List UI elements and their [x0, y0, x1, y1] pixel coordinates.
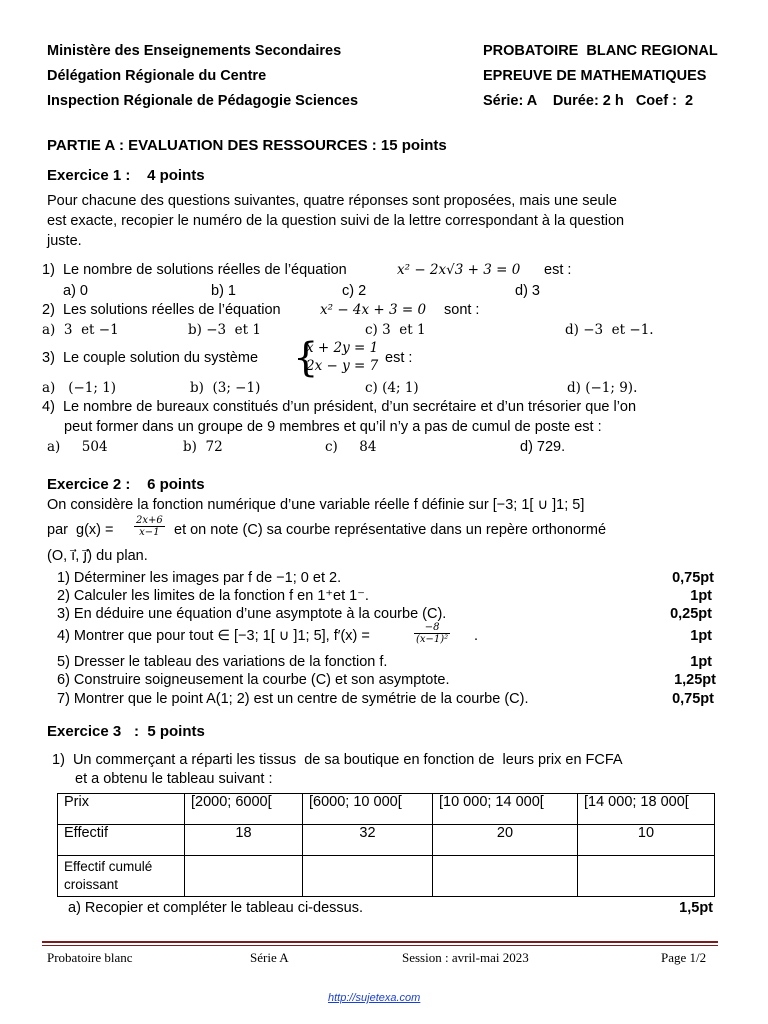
table-cell [433, 856, 578, 897]
cumulative-label-line1: Effectif cumulé [64, 859, 153, 874]
ex2-line2-start: par g(x) = [47, 522, 114, 538]
ex3-question-a-points: 1,5pt [679, 900, 713, 916]
ex2-item3-points: 0,25pt [670, 606, 712, 622]
q2-answer-d: d) −3 et −1. [565, 322, 654, 338]
table-cell: Prix [58, 794, 185, 825]
cumulative-label-line2: croissant [64, 877, 119, 892]
frequency-table [57, 793, 715, 897]
table-cell: 20 [433, 825, 578, 856]
table-cell: Effectif [58, 825, 185, 856]
q2-end: sont : [444, 302, 480, 318]
ex2-item1: 1) Déterminer les images par f de −1; 0 et 2. [57, 570, 342, 586]
table-cell: 10 [578, 825, 715, 856]
derivative-numerator: −8 [414, 622, 450, 634]
ex2-item5-points: 1pt [690, 654, 712, 670]
table-cell: [2000; 6000[ [185, 794, 303, 825]
ex3-q1-line2: et a obtenu le tableau suivant : [75, 771, 273, 787]
ex2-item7: 7) Montrer que le point A(1; 2) est un centre de symétrie de la courbe (C). [57, 691, 529, 707]
q3-answer-d: d) (−1; 9). [567, 380, 638, 396]
ex2-item3: 3) En déduire une équation d’une asymptote à la courbe (C). [57, 606, 447, 622]
g-fraction [134, 515, 165, 538]
ex2-item1-points: 0,75pt [672, 570, 714, 586]
q2-answer-b: b) −3 et 1 [188, 322, 261, 338]
table-row [58, 794, 715, 825]
table-row [58, 856, 715, 897]
g-fraction-denominator: x−1 [139, 527, 160, 538]
q4-answer-a: a) 504 [47, 439, 108, 455]
q1-answer-b: b) 1 [211, 283, 236, 299]
ex2-item2: 2) Calculer les limites de la fonction f en 1⁺et 1⁻. [57, 588, 369, 604]
q1-answer-a: a) 0 [63, 283, 88, 299]
ex3-points: : 5 points [134, 723, 205, 740]
ex2-item5: 5) Dresser le tableau des variations de la fonction f. [57, 654, 388, 670]
q2-equation: x² − 4x + 3 = 0 [320, 302, 427, 318]
footer-page: Page 1/2 [661, 950, 707, 965]
table-cell: [10 000; 14 000[ [433, 794, 578, 825]
q4-answer-c: c) 84 [325, 439, 377, 455]
footer-serie: Série A [250, 950, 289, 965]
table-cell: [6000; 10 000[ [303, 794, 433, 825]
ex2-item7-points: 0,75pt [672, 691, 714, 707]
q2-answer-c: c) 3 et 1 [365, 322, 426, 338]
ex3-title: Exercice 3 [47, 723, 122, 740]
ex1-intro-line2: est exacte, recopier le numéro de la question suivi de la lettre correspondant à la question [47, 213, 625, 229]
q1-end: est : [544, 262, 572, 278]
q4-line1: 4) Le nombre de bureaux constitués d’un président, d’un secrétaire et d’un trésorier que l’on [42, 399, 637, 415]
header-delegation: Délégation Régionale du Centre [47, 68, 267, 84]
footer-exam: Probatoire blanc [47, 950, 133, 965]
q1-answer-c: c) 2 [342, 283, 367, 299]
q3-system-eq2: 2x − y = 7 [306, 358, 379, 374]
derivative-denominator: (x−1)² [416, 634, 449, 645]
q3-end: est : [385, 350, 413, 366]
q2-text: 2) Les solutions réelles de l’équation [42, 302, 281, 318]
table-cell [185, 856, 303, 897]
q1-text: 1) Le nombre de solutions réelles de l’équation [42, 262, 347, 278]
table-cell [578, 856, 715, 897]
ex2-item4-dot: . [474, 628, 479, 644]
ex2-line3: (O, i⃗, j⃗) du plan. [47, 548, 148, 564]
table-cell: 18 [185, 825, 303, 856]
table-cell [58, 856, 185, 897]
q3-answer-b: b) (3; −1) [190, 380, 261, 396]
g-fraction-numerator: 2x+6 [136, 515, 163, 526]
header-subject: EPREUVE DE MATHEMATIQUES [483, 68, 707, 84]
header-ministry: Ministère des Enseignements Secondaires [47, 43, 342, 59]
q1-answer-d: d) 3 [515, 283, 540, 299]
header-inspection: Inspection Régionale de Pédagogie Sciences [47, 93, 359, 109]
q4-line2: peut former dans un groupe de 9 membres et qu’il n’y a pas de cumul de poste est : [64, 419, 602, 435]
part-a-title: PARTIE A : EVALUATION DES RESSOURCES : 15 points [47, 137, 447, 154]
footer-rule-thin [42, 945, 718, 946]
ex2-line2-end: et on note (C) sa courbe représentative dans un repère orthonormé [174, 522, 607, 538]
header-exam: PROBATOIRE BLANC REGIONAL [483, 43, 718, 59]
q4-answer-d: d) 729. [520, 439, 566, 455]
q2-answer-a: a) 3 et −1 [42, 322, 119, 338]
ex2-line1: On considère la fonction numérique d’une variable réelle f définie sur [−3; 1[ ∪ ]1; 5] [47, 497, 585, 513]
ex2-item4: 4) Montrer que pour tout ∈ [−3; 1[ ∪ ]1; 5], f′(x) = [57, 628, 370, 644]
table-cell: 32 [303, 825, 433, 856]
ex2-item4-points: 1pt [690, 628, 712, 644]
derivative-fraction [414, 622, 450, 645]
footer-session: Session : avril-mai 2023 [402, 950, 529, 965]
q3-answer-a: a) (−1; 1) [42, 380, 117, 396]
q1-equation: x² − 2x√3 + 3 = 0 [397, 262, 521, 278]
ex1-intro-line1: Pour chacune des questions suivantes, quatre réponses sont proposées, mais une seule [47, 193, 617, 209]
q4-answer-b: b) 72 [183, 439, 223, 455]
table-cell: [14 000; 18 000[ [578, 794, 715, 825]
header-serie: Série: A Durée: 2 h Coef : 2 [483, 93, 694, 109]
ex1-title: Exercice 1 : 4 points [47, 167, 205, 184]
table-cell [303, 856, 433, 897]
ex1-intro-line3: juste. [47, 233, 82, 249]
footer-rule [42, 941, 718, 943]
ex3-q1-line1: 1) Un commerçant a réparti les tissus de sa boutique en fonction de leurs prix en FCFA [52, 752, 623, 768]
ex2-item6-points: 1,25pt [674, 672, 716, 688]
q3-answer-c: c) (4; 1) [365, 380, 419, 396]
table-row [58, 825, 715, 856]
system-brace: { [293, 335, 319, 381]
ex3-question-a: a) Recopier et compléter le tableau ci-dessus. [68, 900, 363, 916]
ex2-item6: 6) Construire soigneusement la courbe (C) et son asymptote. [57, 672, 450, 688]
q3-text: 3) Le couple solution du système [42, 350, 259, 366]
source-link[interactable]: http://sujetexa.com [328, 992, 421, 1004]
q3-system-eq1: x + 2y = 1 [306, 340, 379, 356]
ex2-item2-points: 1pt [690, 588, 712, 604]
ex2-title: Exercice 2 : 6 points [47, 476, 205, 493]
